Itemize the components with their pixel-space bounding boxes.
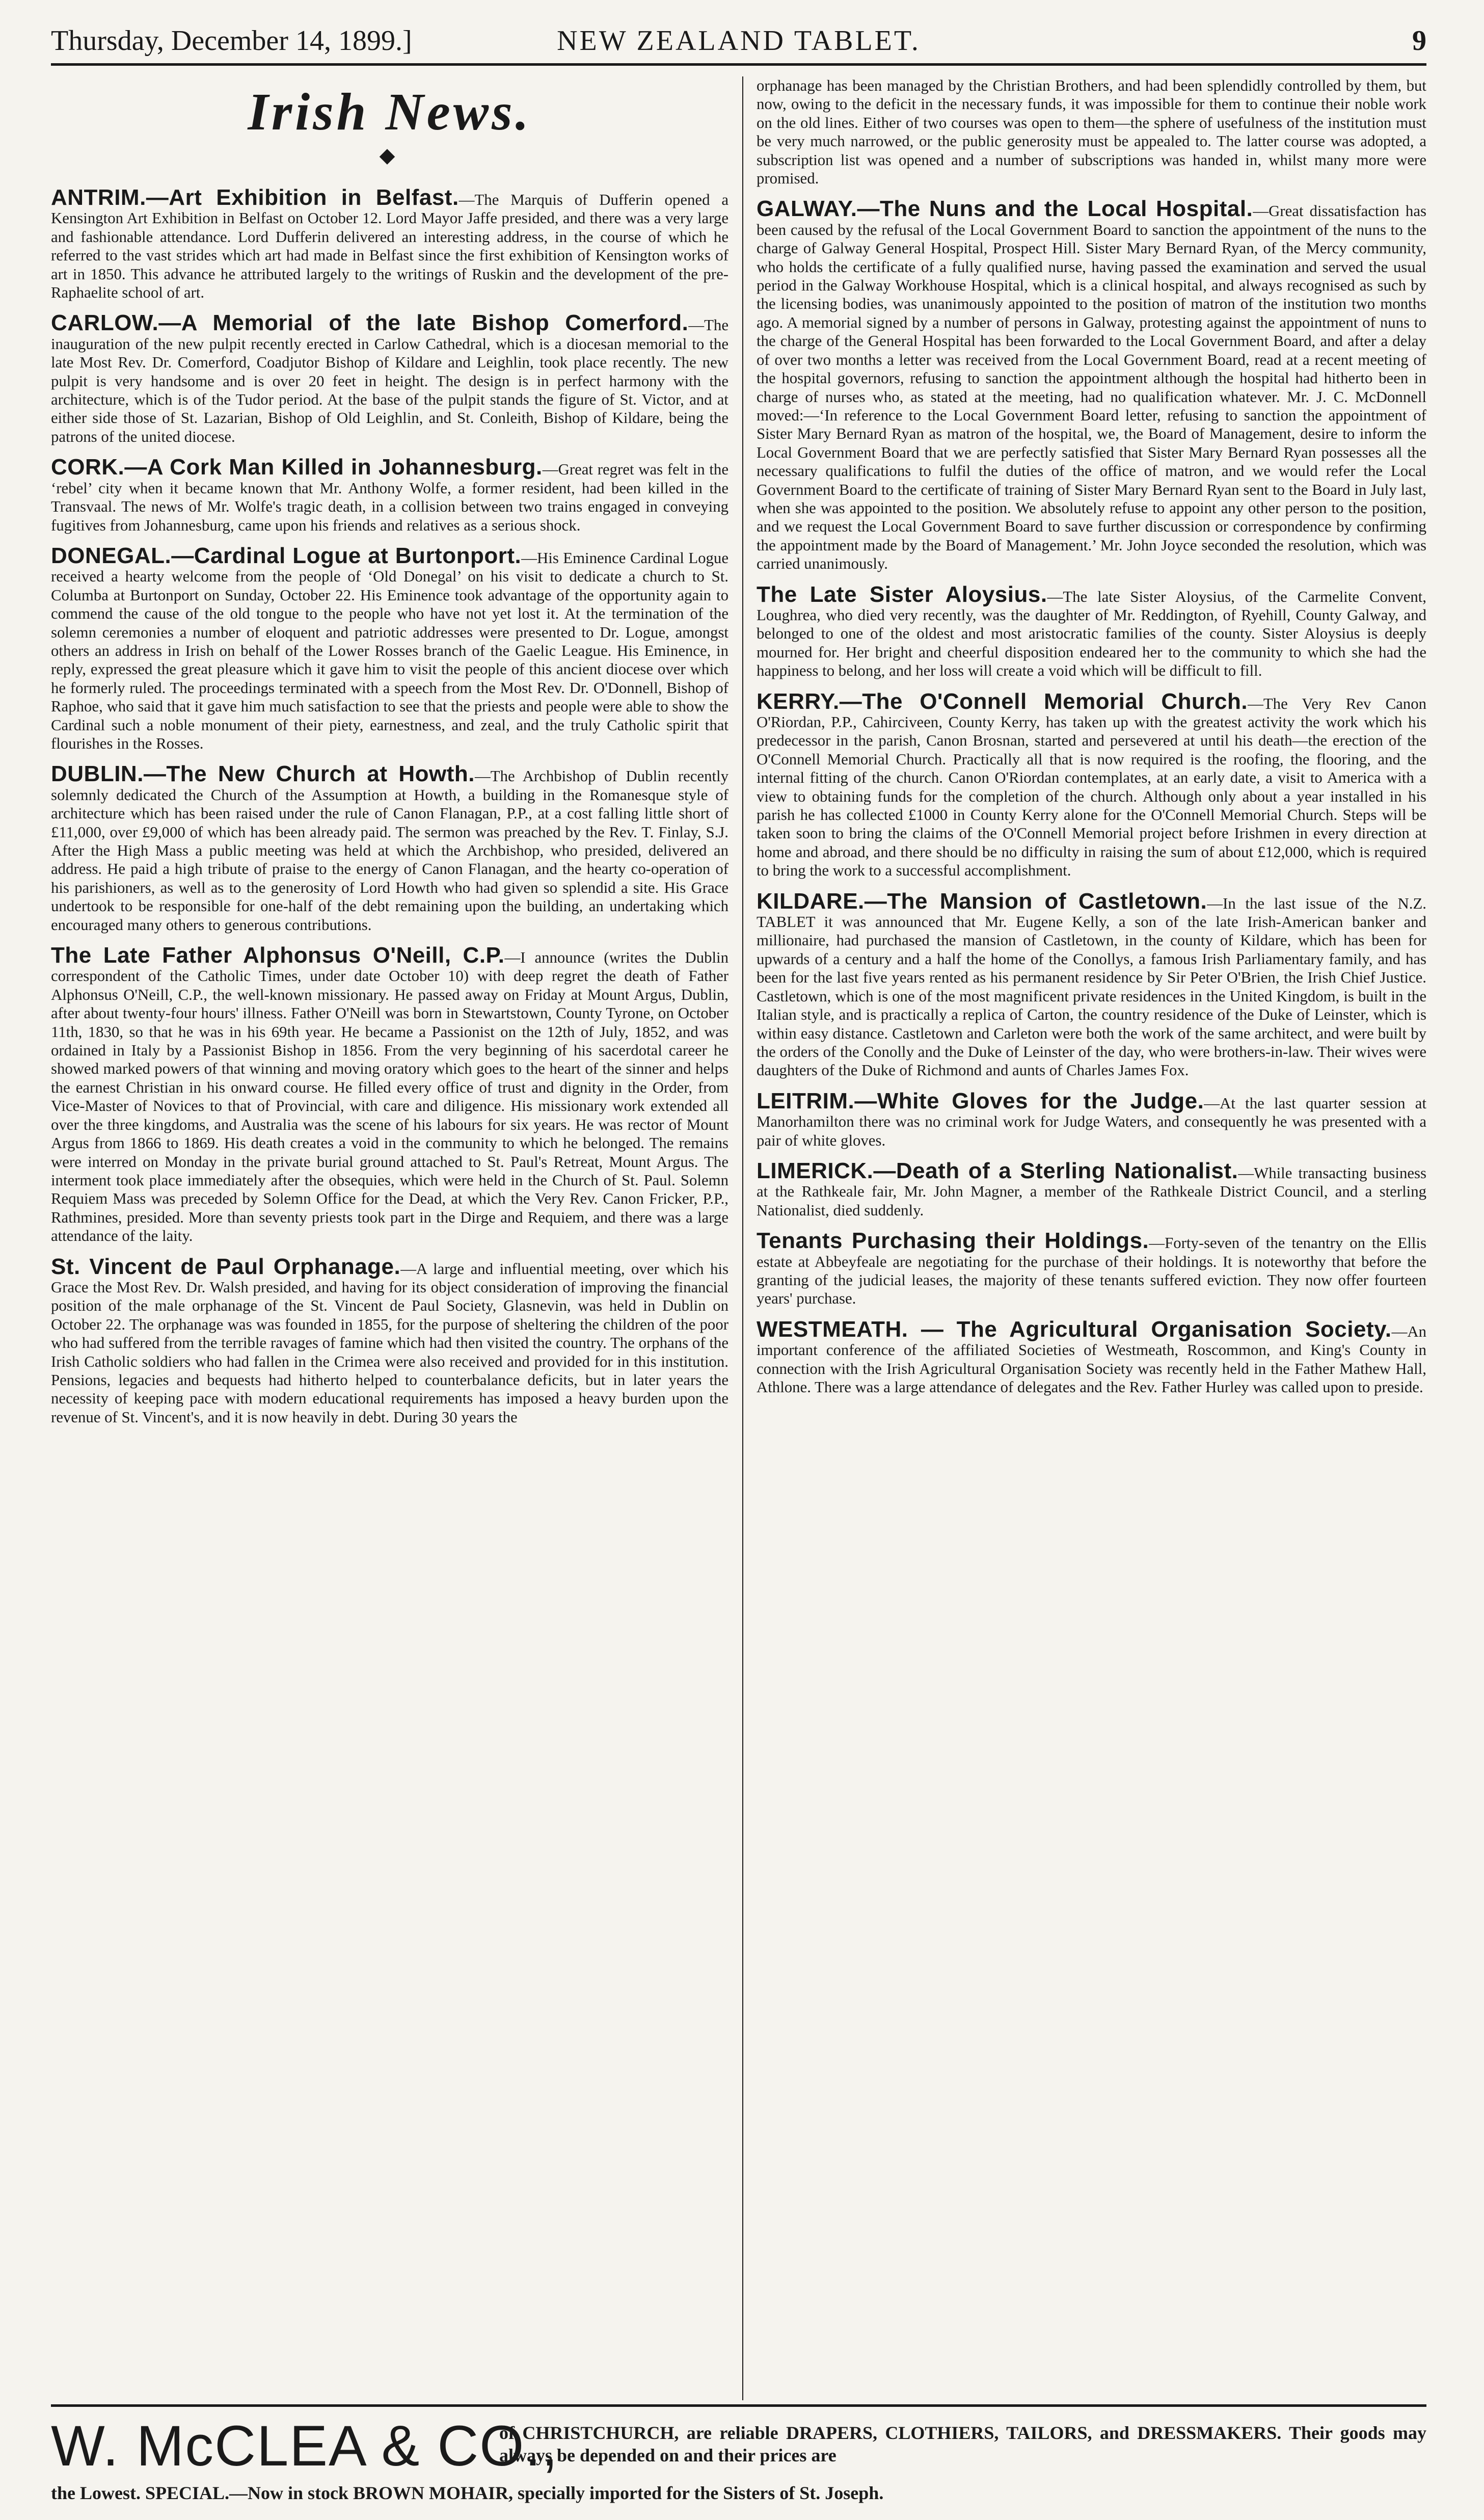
right-column [757,76,1426,2400]
article-body: —A large and influential meeting, over which his Grace the Most Rev. Dr. Walsh presided, and having for its object consideration of improving the financial position of the male orphanage of the St. Vincent de Paul Society, Glasnevin, was held in Dublin on October 22. The orphanage was was founded in 1855, for the purpose of sheltering the children of the poor who had suffered from the terrible ravages of famine which had then visited the country. The orphans of the Irish Catholic soldiers who had fallen in the Crimea were also received and provided for in this institution. Pensions, legacies and bequests had hitherto helped to counterbalance deficits, but in later years the necessity of keeping pace with modern educational requirements has imposed a heavy burden upon the revenue of St. Vincent's, and it is now heavily in debt. During 30 years the [51,1260,728,1426]
left-articles [51,185,728,1426]
article-body: —The Archbishop of Dublin recently solemnly dedicated the Church of the Assumption at Howth, a building in the Romanesque style of architecture which has been raised under the rule of Canon Flanagan, P.P., at a cost falling little short of £11,000, over £9,000 of which has been already paid. The sermon was preached by the Rev. T. Finlay, S.J. After the High Mass a public meeting was held at which the Archbishop, who presided, delivered an address. He paid a high tribute of praise to the energy of Canon Flanagan, and the hearty co-operation of his parishioners, as well as to the generosity of Lord Howth who had given so splendid a site. His Grace undertook to be responsible for one-half of the debt remaining upon the building, an undertaking which encouraged many others to generous contributions. [51,767,728,934]
article-heading: DUBLIN.—The New Church at Howth. [51,761,475,787]
advert-text-line1: of CHRISTCHURCH, are reliable DRAPERS, CLOTHIERS, TAILORS, and DRESSMAKERS. Their goods may always be depended on and their prices are [499,2423,1426,2465]
article [51,310,728,446]
article-heading: GALWAY.—The Nuns and the Local Hospital. [757,196,1253,222]
article-body: —At the last quarter session at Manorhamilton there was no criminal work for Judge Waters, and consequently he was presented with a pair of white gloves. [757,1094,1426,1149]
article-body: —The inauguration of the new pulpit recently erected in Carlow Cathedral, which is a diocesan memorial to the late Most Rev. Dr. Comerford, Coadjutor Bishop of Kildare and Leighlin, took place recently. The new pulpit is very handsome and is over 20 feet in height. The design is in perfect harmony with the architecture, which is of the Tudor period. At the base of the pulpit stands the figure of St. Victor, and at either side those of St. Lazarian, Bishop of Old Leighlin, and St. Conleith, Bishop of Kildare, being the patrons of the united diocese. [51,316,728,445]
article-heading: The Late Father Alphonsus O'Neill, C.P. [51,943,505,968]
column-divider [742,76,743,2400]
article-heading: KERRY.—The O'Connell Memorial Church. [757,688,1248,714]
masthead-date: Thursday, December 14, 1899.] [51,25,412,57]
article-body: orphanage has been managed by the Christian Brothers, and had been splendidly controlled by them, but now, owing to the deficit in the necessary funds, it was impossible for them to continue their noble work on the old lines. Either of two courses was open to them—the sphere of usefulness of the institution must be very much narrowed, or the public generosity must be appealed to. The latter course was adopted, a subscription list was opened and a number of subscriptions was handed in, whilst many more were promised. [757,77,1426,188]
article-heading: KILDARE.—The Mansion of Castletown. [757,888,1207,914]
article-body: —Great dissatisfaction has been caused by the refusal of the Local Government Board to sanction the appointment of the nuns to the charge of Galway General Hospital, Prospect Hill. Sister Mary Bernard Ryan, of the Mercy community, who holds the certificate of a fully qualified nurse, having passed the examination and served the usual period in the Galway Workhouse Hospital, which is a clinical hospital, and always recognised as such by the licensing bodies, was unanimously appointed to the position of matron of the institution two months ago. A memorial signed by a number of persons in Galway, protesting against the appointment of nuns to the charge of the General Hospital has been forwarded to the Local Government Board, and after a delay of over two months a letter was received from the Local Government Board, read at a recent meeting of the hospital governors, refusing to sanction the appointment although the hospital had hitherto been in charge of nurses who, as stated at the meeting, had no qualification whatever. Mr. J. C. McDonnell moved:—‘In reference to the Local Government Board letter, refusing to sanction the appointment of Sister Mary Bernard Ryan as matron of the hospital, we, the Board of Management, desire to inform the Local Government Board that we are perfectly satisfied that Sister Mary Bernard Ryan possesses all the necessary qualifications to fulfil the duties of the office of matron, and we would refer the Local Government Board to the certificate of training of Sister Mary Bernard Ryan sent to the Board in July last, when she was appointed to the position. We absolutely refuse to appoint any other person to the position, and we request the Local Government Board to save further discussion or correspondence by confirming the appointment made by the Board of Management.’ Mr. John Joyce seconded the resolution, which was carried unanimously. [757,202,1426,573]
article-heading: CARLOW.—A Memorial of the late Bishop Comerford. [51,310,689,336]
article-body: —In the last issue of the N.Z. TABLET it was announced that Mr. Eugene Kelly, a son of the late Irish-American banker and millionaire, had purchased the mansion of Castletown, in the county of Kildare, which has been for upwards of a century and a half the home of the Conollys, a famous Irish Parliamentary family, and has been for the last five years rented as his permanent residence by Sir Peter O'Brien, the Irish Chief Justice. Castletown, which is one of the most magnificent private residences in the United Kingdom, is built in the Italian style, and is practically a replica of Carton, the country residence of the Duke of Leinster, which is within easy distance. Castletown and Carleton were both the work of the same architect, and were built by the orders of the Conolly and the Duke of Leinster of the day, who were brothers-in-law. Their wives were daughters of the Duke of Richmond and aunts of Charles James Fox. [757,894,1426,1079]
article [51,943,728,1245]
article-body: —Forty-seven of the tenantry on the Ellis estate at Abbeyfeale are negotiating for the purchase of their holdings. It is noteworthy that before the granting of the judicial leases, the majority of these tenants suffered eviction. They now offer fourteen years' purchase. [757,1234,1426,1308]
masthead [51,20,1426,61]
article [757,888,1426,1080]
article [757,581,1426,680]
advert-text-line2: the Lowest. SPECIAL.—Now in stock BROWN MOHAIR, specially imported for the Sisters of St. Joseph. [51,2483,884,2503]
article [757,1228,1426,1308]
article-heading: LIMERICK.—Death of a Sterling Nationalist. [757,1158,1238,1183]
article-heading: The Late Sister Aloysius. [757,581,1047,607]
article-heading: ANTRIM.—Art Exhibition in Belfast. [51,185,459,210]
ornament-divider: ◆ [379,144,400,167]
article-body: —The Marquis of Dufferin opened a Kensington Art Exhibition in Belfast on October 12. Lord Mayor Jaffe presided, and there was a very large and fashionable attendance. Lord Dufferin delivered an interesting address, in the course of which he referred to the vast strides which art had made in Belfast since the first exhibition of Kensington works of art in 1850. This advance he attributed largely to the writings of Ruskin and the development of the pre-Raphaelite school of art. [51,191,728,302]
article-heading: St. Vincent de Paul Orphanage. [51,1254,401,1279]
article [757,76,1426,188]
article [51,761,728,934]
bottom-rule [51,2404,1426,2407]
article-heading: WESTMEATH. — The Agricultural Organisation Society. [757,1316,1392,1342]
article-body: —The Very Rev Canon O'Riordan, P.P., Cahirciveen, County Kerry, has taken up with the greatest activity the work which his predecessor in the parish, Canon Brosnan, started and persevered at until his death—the erection of the O'Connell Memorial Church. Practically all that is now required is the roofing, the flooring, and the internal fitting of the church. Canon O'Riordan contemplates, at an early date, a visit to America with a view to obtaining funds for the completion of the church. Although only about a year installed in his parish he has collected £1000 in County Kerry alone for the O'Connell Memorial Church. Steps will be taken soon to bring the claims of the O'Connell Memorial project before Irishmen in every direction at home and abroad, and there should be no difficulty in raising the sum of about £12,000, which is required to bring the work to a successful accomplishment. [757,695,1426,880]
article-body: —His Eminence Cardinal Logue received a hearty welcome from the people of ‘Old Donegal’ on his visit to dedicate a church to St. Columba at Burtonport on Sunday, October 22. His Eminence took advantage of the opportunity again to commend the cause of the old tongue to the people who have not yet lost it. At the termination of the solemn ceremonies a number of eloquent and patriotic addresses were presented to Dr. Logue, amongst others an address in Irish on behalf of the Lower Rosses branch of the Gaelic League. His Eminence, in reply, expressed the great pleasure which it gave him to visit the people of this ancient diocese over which he formerly ruled. The proceedings terminated with a speech from the Most Rev. Dr. O'Donnell, Bishop of Raphoe, who said that it gave him much satisfaction to see that the priests and people were able to show the Cardinal such a noble monument of their piety, earnestness, and zeal, and the truly Catholic spirit that flourishes in the Rosses. [51,549,728,752]
article [51,185,728,302]
section-title: Irish News. [248,83,532,141]
advertisement [51,2410,1426,2512]
page-number: 9 [1412,25,1426,57]
article [757,1158,1426,1219]
right-articles [757,76,1426,1396]
article [51,543,728,753]
article-body: —While transacting business at the Rathkeale fair, Mr. John Magner, a member of the Rathkeale District Council, and a sterling Nationalist, died suddenly. [757,1164,1426,1219]
article-body: —The late Sister Aloysius, of the Carmelite Convent, Loughrea, who died very recently, was the daughter of Mr. Reddington, of Ryehill, County Galway, and belonged to one of the oldest and most aristocratic families of the county. Sister Aloysius is deeply mourned for. Her bright and cheerful disposition endeared her to the community to which she had the happiness to belong, and her loss will create a void which will be difficult to fill. [757,588,1426,680]
left-column [51,76,728,2400]
advertiser-name: W. McCLEA & CO., [51,2414,559,2478]
masthead-title: NEW ZEALAND TABLET. [557,25,921,57]
article [757,1316,1426,1397]
article-heading: LEITRIM.—White Gloves for the Judge. [757,1088,1204,1113]
article-heading: Tenants Purchasing their Holdings. [757,1228,1149,1254]
article [757,196,1426,573]
article [757,1088,1426,1150]
article-body: —I announce (writes the Dublin correspondent of the Catholic Times, under date October 10) with deep regret the death of Father Alphonsus O'Neill, C.P., the well-known missionary. He passed away on Friday at Mount Argus, Dublin, after about twenty-four hours' illness. Father O'Neill was born in Stewartstown, County Tyrone, on October 11th, 1830, so that he was in his 69th year. He became a Passionist on the 12th of July, 1852, and was ordained in Italy by a Passionist Bishop in 1856. From the very beginning of his sacerdotal career he showed marked powers of that winning and moving oratory which goes to the heart of the sinner and helps the earnest Christian in his onward course. He filled every office of trust and dignity in the Order, from Vice-Master of Novices to that of Provincial, with care and diligence. His missionary work extended all over the three kingdoms, and Australia was the scene of his labours for six years. He was rector of Mount Argus from 1866 to 1869. His death creates a void in the community to which he belonged. The remains were interred on Monday in the private burial ground attached to St. Paul's Retreat, Mount Argus. The interment took place immediately after the obsequies, which were held in the Church of St. Paul. Solemn Requiem Mass was preceded by Solemn Office for the Dead, at which the Very Rev. Canon Fricker, P.P., Rathmines, presided. More than seventy priests took part in the Dirge and Requiem, and there was a large attendance of the laity. [51,949,728,1245]
article [51,1254,728,1427]
article [51,455,728,535]
article-heading: CORK.—A Cork Man Killed in Johannesburg. [51,455,543,480]
article-body: —Great regret was felt in the ‘rebel’ city when it became known that Mr. Anthony Wolfe, a former resident, had been killed in the Transvaal. The news of Mr. Wolfe's tragic death, in a collision between two trains engaged in conveying fugitives from Johannesburg, came upon his friends and relatives as a serious shock. [51,461,728,534]
article-heading: DONEGAL.—Cardinal Logue at Burtonport. [51,543,522,568]
article [757,688,1426,880]
top-rule [51,63,1426,66]
article-body: —An important conference of the affiliated Societies of Westmeath, Roscommon, and King's County in connection with the Irish Agricultural Organisation Society was recently held in the Father Mathew Hall, Athlone. There was a large attendance of delegates and the Rev. Father Hurley was called upon to preside. [757,1322,1426,1396]
